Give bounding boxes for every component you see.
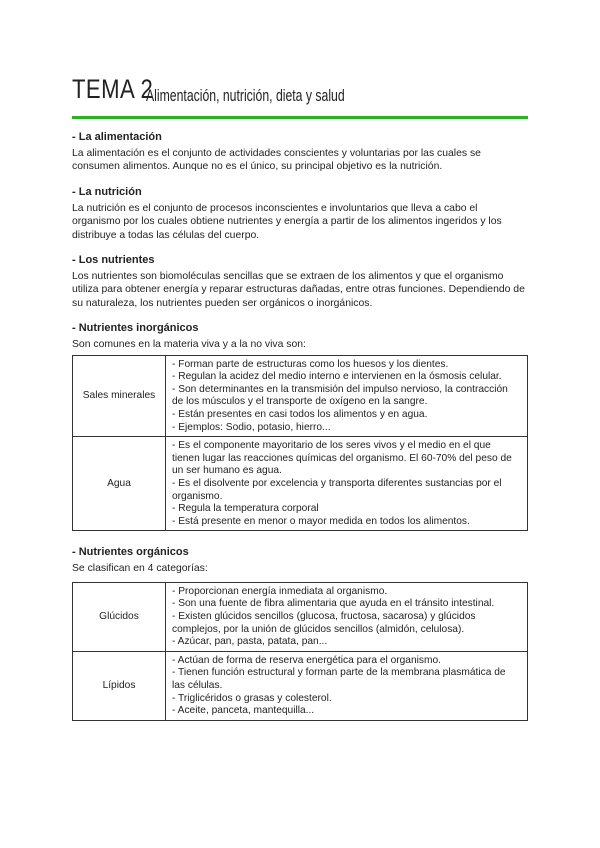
page-subtitle — [146, 86, 345, 106]
list-item: - Es el disolvente por excelencia y transporta diferentes sustancias por el organismo. — [172, 478, 502, 502]
table-row — [73, 355, 528, 437]
section-intro: Se clasifican en 4 categorías: — [72, 563, 208, 575]
list-item: - Forman parte de estructuras como los huesos y los dientes. — [172, 358, 449, 370]
list-item: - Están presentes en casi todos los alimentos y en agua. — [172, 409, 428, 421]
organic-nutrients-table — [72, 582, 528, 721]
header-divider — [72, 116, 528, 119]
section-nutricion — [72, 185, 528, 242]
table-row — [73, 437, 528, 531]
list-item: - Aceite, panceta, mantequilla... — [172, 705, 315, 717]
section-text: La alimentación es el conjunto de actividades conscientes y voluntarias por las cuales se consumen alimentos. Aunque no es el único, su principal objetivo es la nutrición. — [72, 148, 481, 173]
row-label: Lípidos — [73, 651, 166, 720]
list-item: - Actúan de forma de reserva energética para el organismo. — [172, 654, 441, 666]
subtitle-text: Alimentación, nutrición, dieta y salud — [146, 86, 345, 105]
inorganic-nutrients-table — [72, 355, 528, 532]
row-description — [166, 651, 528, 720]
section-title: - Nutrientes orgánicos — [72, 546, 189, 559]
row-description — [166, 437, 528, 531]
list-item: - Son determinantes en la transmisión del impulso nervioso, la contracción de los músculos y el transporte de oxígeno en la sangre. — [172, 383, 508, 408]
section-text: La nutrición es el conjunto de procesos inconscientes e involuntarios que lleva a cabo el organismo por los cuales obtiene nutrientes y energía a partir de los alimentos ingeridos y los distribuye a todas las células del cuerpo. — [72, 202, 502, 241]
list-item: - Proporcionan energía inmediata al organismo. — [172, 585, 388, 597]
section-nutrientes — [72, 253, 528, 310]
row-label: Glúcidos — [73, 582, 166, 651]
row-label: Agua — [73, 437, 166, 531]
section-title: - La nutrición — [72, 185, 142, 198]
list-item: - Es el componente mayoritario de los seres vivos y el medio en el que tienen lugar las reacciones químicas del organismo. El 60-70% del peso de un ser humano es agua. — [172, 440, 512, 477]
row-description — [166, 355, 528, 437]
list-item: - Regulan la acidez del medio interno e intervienen en la ósmosis celular. — [172, 371, 502, 383]
list-item: - Está presente en menor o mayor medida en todos los alimentos. — [172, 515, 470, 527]
row-description — [166, 582, 528, 651]
list-item: - Regula la temperatura corporal — [172, 503, 319, 515]
section-title: - La alimentación — [72, 131, 162, 143]
section-inorganicos — [72, 321, 528, 531]
table-row — [73, 651, 528, 720]
list-item: - Ejemplos: Sodio, potasio, hierro... — [172, 421, 331, 433]
document-body — [72, 130, 528, 721]
section-intro: Son comunes en la materia viva y a la no viva son: — [72, 339, 306, 351]
list-item: - Triglicéridos o grasas y colesterol. — [172, 692, 332, 704]
row-label: Sales minerales — [73, 355, 166, 437]
section-text: Los nutrientes son biomoléculas sencillas que se extraen de los alimentos y que el organismo utiliza para obtener energía y reparar estructuras dañadas, entre otras funciones. Dependiendo de su naturaleza, los nutrientes pueden ser orgánicos o inorgánicos. — [72, 271, 525, 309]
table-row — [73, 582, 528, 651]
section-title: - Nutrientes inorgánicos — [72, 322, 199, 335]
list-item: - Existen glúcidos sencillos (glucosa, fructosa, sacarosa) y glúcidos complejos, por la unión de glúcidos sencillos (almidón, celulosa). — [172, 610, 476, 635]
section-title: - Los nutrientes — [72, 254, 155, 267]
list-item: - Son una fuente de fibra alimentaria que ayuda en el tránsito intestinal. — [172, 598, 495, 610]
section-alimentacion — [72, 130, 528, 174]
tema-number: TEMA 2 — [72, 74, 154, 104]
section-organicos — [72, 545, 528, 720]
list-item: - Azúcar, pan, pasta, patata, pan... — [172, 636, 328, 648]
list-item: - Tienen función estructural y forman parte de la membrana plasmática de las células. — [172, 667, 506, 691]
